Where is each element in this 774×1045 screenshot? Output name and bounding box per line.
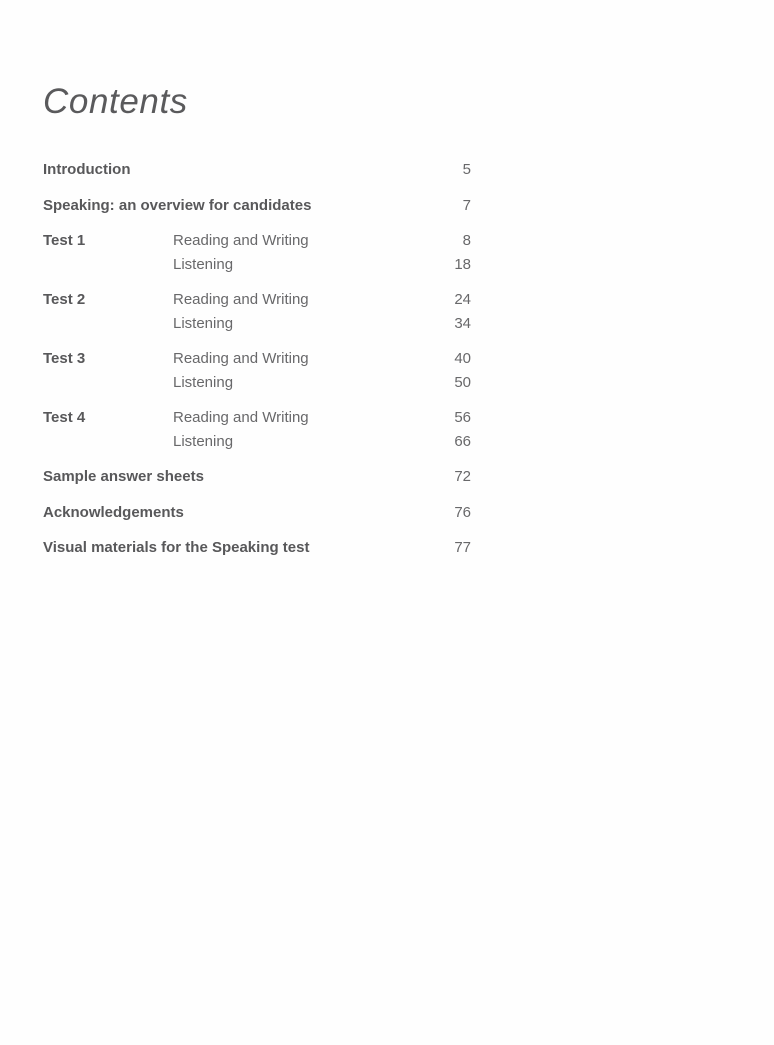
toc-page-number: 5 <box>462 161 471 178</box>
toc-entry-title: Test 4 <box>43 409 86 426</box>
toc-subentry <box>43 312 471 336</box>
toc-page-number: 66 <box>454 432 471 450</box>
toc-section-label: Reading and Writing <box>173 350 309 367</box>
toc-section-label: Listening <box>173 373 234 391</box>
toc-section-label: Reading and Writing <box>173 291 309 308</box>
toc-page-number: 77 <box>454 539 471 556</box>
toc-page-number: 56 <box>454 409 471 426</box>
toc-page-number: 8 <box>462 232 471 249</box>
table-of-contents <box>43 158 471 560</box>
toc-page-number: 24 <box>454 291 471 308</box>
toc-entry-test-1 <box>43 229 471 253</box>
toc-page-number: 72 <box>454 468 471 485</box>
toc-entry-title: Speaking: an overview for candidates <box>43 196 312 214</box>
toc-entry-introduction <box>43 158 471 182</box>
toc-page-number: 76 <box>454 503 471 521</box>
toc-entry-visual-materials <box>43 536 471 560</box>
toc-page-number: 50 <box>454 373 471 391</box>
toc-entry-acknowledgements <box>43 501 471 525</box>
toc-entry-test-4 <box>43 406 471 430</box>
toc-subentry <box>43 430 471 454</box>
toc-page-number: 40 <box>454 350 471 367</box>
toc-entry-title: Sample answer sheets <box>43 468 204 485</box>
toc-section-label: Listening <box>173 255 234 273</box>
toc-entry-title: Acknowledgements <box>43 503 184 521</box>
toc-section-label: Reading and Writing <box>173 409 309 426</box>
toc-entry-test-2 <box>43 288 471 312</box>
toc-entry-test-3 <box>43 347 471 371</box>
toc-entry-title: Test 1 <box>43 232 86 249</box>
toc-entry-sample-answer-sheets <box>43 465 471 489</box>
toc-page-number: 7 <box>462 196 471 214</box>
toc-subentry <box>43 371 471 395</box>
toc-page-number: 34 <box>454 314 471 332</box>
toc-section-label: Listening <box>173 432 234 450</box>
toc-section-label: Reading and Writing <box>173 232 309 249</box>
toc-entry-title: Test 2 <box>43 291 86 308</box>
toc-entry-title: Visual materials for the Speaking test <box>43 539 310 556</box>
toc-entry-speaking-overview <box>43 194 471 218</box>
toc-section-label: Listening <box>173 314 234 332</box>
toc-entry-title: Introduction <box>43 161 131 178</box>
toc-subentry <box>43 253 471 277</box>
page-title: Contents <box>43 82 188 121</box>
toc-page-number: 18 <box>454 255 471 273</box>
toc-entry-title: Test 3 <box>43 350 86 367</box>
